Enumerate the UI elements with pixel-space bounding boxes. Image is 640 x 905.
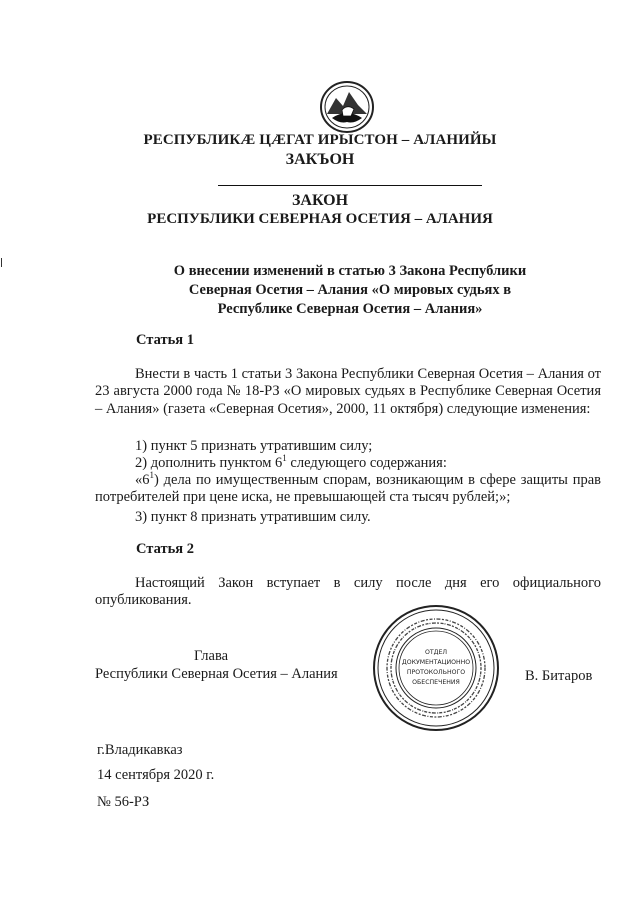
law-title-line: О внесении изменений в статью 3 Закона Республики	[173, 263, 527, 279]
seal-text-line: ОБЕСПЕЧЕНИЯ	[412, 679, 460, 686]
item-2-superscript: 1	[282, 453, 287, 464]
header-republic-russian: РЕСПУБЛИКИ СЕВЕРНАЯ ОСЕТИЯ – АЛАНИЯ	[147, 211, 493, 227]
signatory-organization: Республики Северная Осетия – Алания	[95, 666, 338, 682]
item-2-text: 2) дополнить пунктом 6	[135, 455, 283, 471]
quote-body: ) дела по имущественным спорам, возникающим в сфере защиты прав потребителей при цене иска, не превышающей ста тысяч рублей;»;	[95, 472, 601, 505]
law-title	[150, 262, 550, 319]
signing-date: 14 сентября 2020 г.	[97, 767, 215, 783]
article-1-item-1: 1) пункт 5 признать утратившим силу;	[135, 438, 373, 454]
seal-text-line: ДОКУМЕНТАЦИОННО	[401, 659, 471, 666]
article-1-item-2	[135, 455, 447, 472]
signing-place: г.Владикавказ	[97, 742, 183, 758]
coat-of-arms-emblem	[318, 78, 376, 134]
article-2-text: Настоящий Закон вступает в силу после дня его официального опубликования.	[95, 575, 601, 609]
law-title-line: Республике Северная Осетия – Алания»	[217, 301, 483, 317]
article-2-heading: Статья 2	[136, 541, 194, 557]
article-1-quoted-text	[95, 472, 601, 506]
header-divider	[218, 185, 482, 186]
law-title-line: Северная Осетия – Алания «О мировых судьях в	[188, 282, 512, 298]
signatory-title: Глава	[194, 648, 229, 664]
seal-text-line: ПРОТОКОЛЬНОГО	[406, 669, 466, 676]
header-law-russian: ЗАКОН	[291, 192, 349, 209]
law-number: № 56-РЗ	[97, 794, 150, 810]
article-1-intro-text: Внести в часть 1 статьи 3 Закона Республики Северная Осетия – Алания от 23 августа 2000 года № 18-РЗ «О мировых судьях в Республике Северная Осетия – Алания» (газета «Северная Осетия», 2000, 11 октября) следующие изменения:	[95, 366, 601, 417]
seal-text-line: ОТДЕЛ	[424, 649, 448, 656]
item-2-tail: следующего содержания:	[286, 455, 447, 471]
article-1-intro	[95, 366, 601, 418]
header-law-ossetian: ЗАКЪОН	[285, 151, 355, 168]
article-1-item-3: 3) пункт 8 признать утратившим силу.	[135, 509, 371, 525]
quote-start: «6	[135, 472, 150, 488]
quote-superscript: 1	[149, 470, 154, 481]
header-republic-ossetian: РЕСПУБЛИКӔ ЦӔГАТ ИРЫСТОН – АЛАНИЙЫ	[143, 132, 497, 148]
signatory-name: В. Битаров	[525, 668, 593, 684]
article-1-heading: Статья 1	[136, 332, 194, 348]
margin-mark	[1, 258, 2, 267]
official-seal-stamp	[372, 604, 500, 732]
